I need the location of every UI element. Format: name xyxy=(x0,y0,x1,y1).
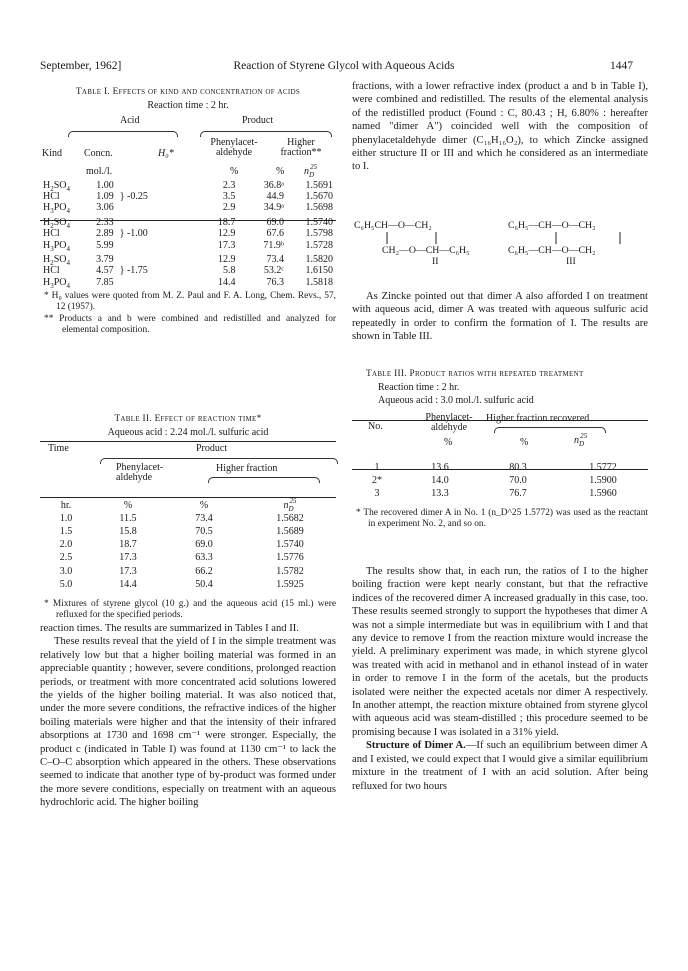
table-row xyxy=(352,487,648,500)
table-2-cell-phenyl: 14.4 xyxy=(119,578,137,590)
table-1-cell-nd: 1.5798 xyxy=(305,228,333,240)
structure-ii-bottom: CH₂—O—CH—C₆H₅ xyxy=(382,245,470,256)
table-3-cell-nd: 1.5900 xyxy=(589,474,617,486)
table-1-cell-nd: 1.5740 xyxy=(305,216,333,228)
table-1-cell-concn: 1.09 xyxy=(96,190,114,202)
table-row xyxy=(352,474,648,487)
table-1-cell-higher: 67.6 xyxy=(266,228,284,240)
table-1-cell-phenyl: 2.9 xyxy=(222,202,236,214)
table-1-cell-h0 xyxy=(117,254,190,265)
table-3-grid xyxy=(352,461,648,501)
left-paragraph-2: These results reveal that the yield of I in the simple treatment was relatively low but that a higher boiling material was formed in an appreciable quantity ; however, severe conditions, prolonged reaction periods, or treatment with more concentrated acid solutions lowered the yields of the higher boiling material. It was also noticed that, under the more severe conditions, the refractive indices of the higher boiling materials were higher and that the intensity of their infrared absorptions at 1730 and 1698 cm⁻¹ were stronger. Especially, the product c (indicated in Table I) was found at 1130 cm⁻¹ to lack the C–O–C absorption which appeared in the others. These observations seemed to indicate that another type of by-product was formed under the more severe conditions, especially on treatment with an aqueous hydrochloric acid. The higher boiling xyxy=(40,636,336,809)
table-1-cell-higher: 73.4 xyxy=(266,253,284,265)
table-1-cell-phenyl: 5.8 xyxy=(222,265,236,277)
table-2-col-phenyl: Phenylacet-aldehyde xyxy=(116,461,164,483)
table-row xyxy=(40,538,336,551)
table-3-cell-nd: 1.5960 xyxy=(589,487,617,499)
table-1-cell-phenyl: 12.9 xyxy=(217,228,236,240)
structure-iii-label: III xyxy=(566,256,576,267)
table-row xyxy=(352,461,648,474)
table-1-cell-higher: 71.9ᵇ xyxy=(263,239,284,251)
right-paragraph-2: As Zincke pointed out that dimer A also afforded I on treatment with aqueous acid, dimer A was treated with aqueous sulfuric acid repeatedly in order to confirm the formation of I. The results are shown in Table III. xyxy=(352,291,648,343)
table-2-unit-nd: $n_D^{25}$ xyxy=(283,497,297,513)
table-row xyxy=(40,551,336,564)
table-1-cell-kind: $H_3PO_4$ xyxy=(43,276,71,290)
table-2-cell-time: 2.0 xyxy=(59,539,73,551)
table-2-cell-phenyl: 15.8 xyxy=(119,525,137,537)
right-paragraph-1: fractions, with a lower refractive index (product a and b in Table I), were combined and redistilled. The results of the elemental analysis of the redistilled product (Found : C, 80.43 ; H, 6.80% : hereafter named "dimer A") coincided well with the composition of phenylacetaldehyde dimer (C₁₆H₁₆O₂), to which Zincke assigned either structure II or III and which he considered as an intermediate to I. xyxy=(352,81,648,173)
table-2-cell-higher: 66.2 xyxy=(195,565,213,577)
table-2-cell-nd: 1.5782 xyxy=(276,565,304,577)
table-1-cell-h0 xyxy=(117,240,190,251)
table-1-group-table xyxy=(40,217,336,251)
table-2-cell-time: 5.0 xyxy=(59,578,73,590)
table-row xyxy=(40,240,336,251)
header-date: September, 1962] xyxy=(40,60,122,72)
table-1-cell-higher: 69.0 xyxy=(266,216,284,228)
table-2-cell-time: 1.0 xyxy=(59,512,73,524)
table-row xyxy=(40,254,336,265)
structure-ii-bonds xyxy=(354,231,474,245)
table-1-cell-phenyl: 17.3 xyxy=(217,239,236,251)
table-1-cell-h0: } -1.75 xyxy=(119,265,148,277)
table-1-cell-concn: 4.57 xyxy=(96,265,114,277)
table-1-units xyxy=(40,163,336,180)
table-row xyxy=(40,525,336,538)
table-1-col-phenyl: Phenylacet-aldehyde xyxy=(210,136,258,158)
structure-ii xyxy=(354,220,474,267)
table-1-cell-nd: 1.5820 xyxy=(305,253,333,265)
table-1-col-kind: Kind xyxy=(42,147,62,159)
table-1-col-h0: H₀* xyxy=(158,147,174,159)
table-1-unit-pct2: % xyxy=(276,165,285,177)
right-column-intro xyxy=(352,80,648,174)
table-3-cell-no: 3 xyxy=(374,487,380,499)
table-2-unit-pct1: % xyxy=(123,499,133,511)
table-1-cell-phenyl: 14.4 xyxy=(217,276,236,288)
table-1-brace-product xyxy=(200,131,332,137)
table-1-cell-kind: $H_2SO_4$ xyxy=(43,253,71,267)
table-1-cell-higher: 44.9 xyxy=(266,190,284,202)
table-2-cell-phenyl: 17.3 xyxy=(119,552,137,564)
table-1-cell-higher: 53.2ᶜ xyxy=(263,265,284,277)
table-3 xyxy=(352,368,648,531)
table-1-cell-h0 xyxy=(117,217,190,228)
table-2-cell-time: 3.0 xyxy=(59,565,73,577)
table-1-cell-concn: 3.79 xyxy=(96,253,114,265)
table-3-subcaption-1: Reaction time : 2 hr. xyxy=(378,381,460,393)
table-1-cell-concn: 2.89 xyxy=(96,228,114,240)
table-row xyxy=(40,565,336,578)
right-paragraph-4 xyxy=(352,739,648,793)
table-3-cell-higher: 76.7 xyxy=(509,487,527,499)
table-1-footnote-2: ** Products a and b were combined and redistilled and analyzed for elemental composition. xyxy=(44,313,336,335)
table-1-cell-h0: } -0.25 xyxy=(119,190,148,202)
table-1-cell-kind: HCl xyxy=(43,228,60,240)
table-1-cell-phenyl: 12.9 xyxy=(217,253,236,265)
table-1-group-table xyxy=(40,180,336,214)
table-1-cell-phenyl: 3.5 xyxy=(222,190,236,202)
table-1 xyxy=(40,86,336,336)
table-2-cell-time: 2.5 xyxy=(59,552,73,564)
table-3-cell-phenyl: 13.3 xyxy=(431,487,449,499)
table-1-cell-phenyl: 18.7 xyxy=(217,216,236,228)
table-1-cell-nd: 1.5818 xyxy=(305,276,333,288)
table-1-footnote-1: * H₀ values were quoted from M. Z. Paul and F. A. Long, Chem. Revs., 57, 12 (1957). xyxy=(44,291,336,313)
table-2-cell-phenyl: 17.3 xyxy=(119,565,137,577)
table-2-unit-pct2: % xyxy=(199,499,209,511)
structure-ii-top: C₆H₅CH—O—CH₂ xyxy=(354,220,432,231)
left-column-text xyxy=(40,622,336,810)
table-2-cell-higher: 73.4 xyxy=(195,512,213,524)
table-3-footnote: * The recovered dimer A in No. 1 (n_D^25 1.5772) was used as the reactant in experiment No. 2, and so on. xyxy=(356,508,648,530)
table-1-cell-higher: 36.8ᵃ xyxy=(263,179,284,191)
table-3-header xyxy=(352,411,648,457)
table-1-cell-kind: HCl xyxy=(43,190,60,202)
table-row xyxy=(40,217,336,228)
table-1-brace-acid xyxy=(68,131,178,137)
right-column-bottom xyxy=(352,565,648,793)
table-3-unit-nd: $n_D^{25}$ xyxy=(574,432,588,448)
table-3-unit-pct1: % xyxy=(444,436,453,448)
table-2-footnote: * Mixtures of styrene glycol (10 g.) and the aqueous acid (15 ml.) were refluxed for the specified periods. xyxy=(44,598,336,621)
table-2-cell-higher: 50.4 xyxy=(195,578,213,590)
table-row xyxy=(40,228,336,239)
table-3-cell-no: 1 xyxy=(374,461,380,473)
table-1-cell-concn: 7.85 xyxy=(96,276,114,288)
table-2-caption: Table II. Effect of reaction time* xyxy=(114,414,262,424)
right-paragraph-4-text: —If such an equilibrium between dimer A and I existed, we could expect that I would give a similar equilibrium mixture in the treatment of I with an acid solution. After being refluxed for two hours xyxy=(352,740,648,792)
table-3-brace-higher xyxy=(494,427,606,433)
table-row xyxy=(40,202,336,213)
table-3-cell-higher: 80.3 xyxy=(509,461,527,473)
table-1-cell-h0: } -1.00 xyxy=(119,228,148,240)
right-column-middle xyxy=(352,290,648,344)
table-3-unit-pct2: % xyxy=(520,436,529,448)
table-2-cell-higher: 69.0 xyxy=(195,539,213,551)
table-row xyxy=(40,265,336,276)
table-2-cell-nd: 1.5740 xyxy=(276,539,304,551)
table-3-col-higher: Higher fraction recovered xyxy=(486,412,590,424)
table-2-cell-nd: 1.5925 xyxy=(276,578,304,590)
table-2-cell-time: 1.5 xyxy=(59,525,73,537)
table-1-cell-nd: 1.5670 xyxy=(305,190,333,202)
structure-iii-bonds xyxy=(508,231,638,245)
table-row xyxy=(40,180,336,191)
table-1-cell-h0 xyxy=(117,180,191,191)
structure-iii xyxy=(508,220,638,267)
table-2-cell-nd: 1.5776 xyxy=(276,552,304,564)
table-2-cell-nd: 1.5689 xyxy=(276,525,304,537)
table-1-group xyxy=(40,217,336,251)
table-row xyxy=(40,277,336,288)
table-row xyxy=(40,191,336,202)
table-1-col-higher: Higher fraction** xyxy=(280,136,322,158)
table-2-subcaption: Aqueous acid : 2.24 mol./l. sulfuric acid xyxy=(107,426,269,438)
table-1-cell-concn: 1.00 xyxy=(96,179,114,191)
header-title: Reaction of Styrene Glycol with Aqueous Acids xyxy=(233,60,455,72)
table-1-subcaption: Reaction time : 2 hr. xyxy=(147,99,229,111)
table-1-cell-kind: $H_3PO_4$ xyxy=(43,239,71,253)
table-3-rule-mid xyxy=(352,469,648,470)
table-3-cell-phenyl: 13.6 xyxy=(431,461,449,473)
table-1-cell-h0 xyxy=(117,202,191,213)
table-2-group-product: Product xyxy=(196,442,228,454)
table-3-subcaption-2: Aqueous acid : 3.0 mol./l. sulfuric acid xyxy=(378,394,534,406)
table-1-unit-nd: $n_D^{25}$ xyxy=(304,163,318,179)
table-3-col-no: No. xyxy=(368,420,383,432)
section-heading-dimer-a: Structure of Dimer A. xyxy=(366,740,466,752)
table-row xyxy=(40,512,336,525)
table-2-cell-phenyl: 11.5 xyxy=(119,512,137,524)
table-3-cell-phenyl: 14.0 xyxy=(431,474,449,486)
table-2-unit-time: hr. xyxy=(60,499,72,511)
table-2-rule-mid xyxy=(40,497,336,498)
table-2-col-time: Time xyxy=(48,442,69,454)
table-1-cell-higher: 34.9ᵃ xyxy=(263,202,284,214)
table-1-cell-kind: $H_2SO_4$ xyxy=(43,179,71,193)
table-1-col-concn: Concn. xyxy=(84,147,113,159)
table-2-header xyxy=(40,443,336,499)
table-2-brace-higher xyxy=(208,477,320,483)
table-3-cell-no: 2* xyxy=(372,474,382,486)
table-1-cell-nd: 1.5698 xyxy=(305,202,333,214)
table-1-cell-phenyl: 2.3 xyxy=(222,179,236,191)
table-1-cell-nd: 1.5691 xyxy=(305,179,333,191)
table-2 xyxy=(40,413,336,621)
table-1-cell-concn: 3.06 xyxy=(96,202,114,214)
right-paragraph-3: The results show that, in each run, the ratios of I to the higher boiling fraction were kept nearly constant, but that the refractive indices of the recovered dimer A increased gradually in this case, too. These results seemed strongly to support the hypotheses that dimer A was not a simple intermediate but was in equilibrium with I and that any device to remove I from the reaction mixture would increase the yield. A preliminary experiment was made, in which styrene glycol was treated with acid in methanol and in ethanol instead of in water in order to remove I in the form of the acetals, but the products isolated were neither the expected acetals nor dimer A respectively. In another attempt, the reaction mixture obtained from styrene glycol with aqueous acid was steam-distilled ; this procedure seemed to be promising because I was isolated in a 31% yield. xyxy=(352,566,648,738)
table-3-cell-higher: 70.0 xyxy=(509,474,527,486)
table-1-caption: Table I. Effects of kind and concentration of acids xyxy=(75,87,301,97)
table-1-group xyxy=(40,180,336,214)
table-3-caption: Table III. Product ratios with repeated treatment xyxy=(366,369,584,379)
table-3-col-phenyl: Phenylacet-aldehyde xyxy=(425,411,473,433)
table-1-header xyxy=(40,112,336,162)
table-2-cell-higher: 70.5 xyxy=(195,525,213,537)
table-1-cell-nd: 1.5728 xyxy=(305,239,333,251)
structure-iii-top: C₆H₅—CH—O—CH₂ xyxy=(508,220,596,231)
table-1-cell-concn: 2.33 xyxy=(96,216,114,228)
table-1-group-table xyxy=(40,254,336,288)
table-2-cell-phenyl: 18.7 xyxy=(119,539,137,551)
table-1-group-acid: Acid xyxy=(120,114,140,126)
table-1-cell-h0 xyxy=(117,277,190,288)
table-2-grid xyxy=(40,499,336,591)
table-1-unit-pct1: % xyxy=(230,165,239,177)
structure-iii-bottom: C₆H₅—CH—O—CH₂ xyxy=(508,245,596,256)
table-2-cell-higher: 63.3 xyxy=(195,552,213,564)
table-1-cell-kind: $H_2SO_4$ xyxy=(43,216,71,230)
table-1-cell-concn: 5.99 xyxy=(96,239,114,251)
structure-ii-label: II xyxy=(432,256,439,267)
table-2-col-higher: Higher fraction xyxy=(216,462,278,474)
left-paragraph-1: reaction times. The results are summarized in Tables I and II. xyxy=(40,623,299,634)
table-1-unit-concn: mol./l. xyxy=(86,165,113,177)
table-2-cell-nd: 1.5682 xyxy=(276,512,304,524)
table-1-body xyxy=(40,180,336,289)
table-1-group-product: Product xyxy=(242,114,274,126)
table-2-units-row xyxy=(40,499,336,512)
table-3-cell-nd: 1.5772 xyxy=(589,461,617,473)
table-1-cell-kind: $H_3PO_4$ xyxy=(43,202,71,216)
table-1-cell-nd: 1.6150 xyxy=(305,265,333,277)
table-1-group xyxy=(40,254,336,288)
table-row xyxy=(40,578,336,591)
table-1-cell-kind: HCl xyxy=(43,265,60,277)
header-page-number: 1447 xyxy=(610,60,633,72)
table-1-cell-higher: 76.3 xyxy=(266,276,284,288)
